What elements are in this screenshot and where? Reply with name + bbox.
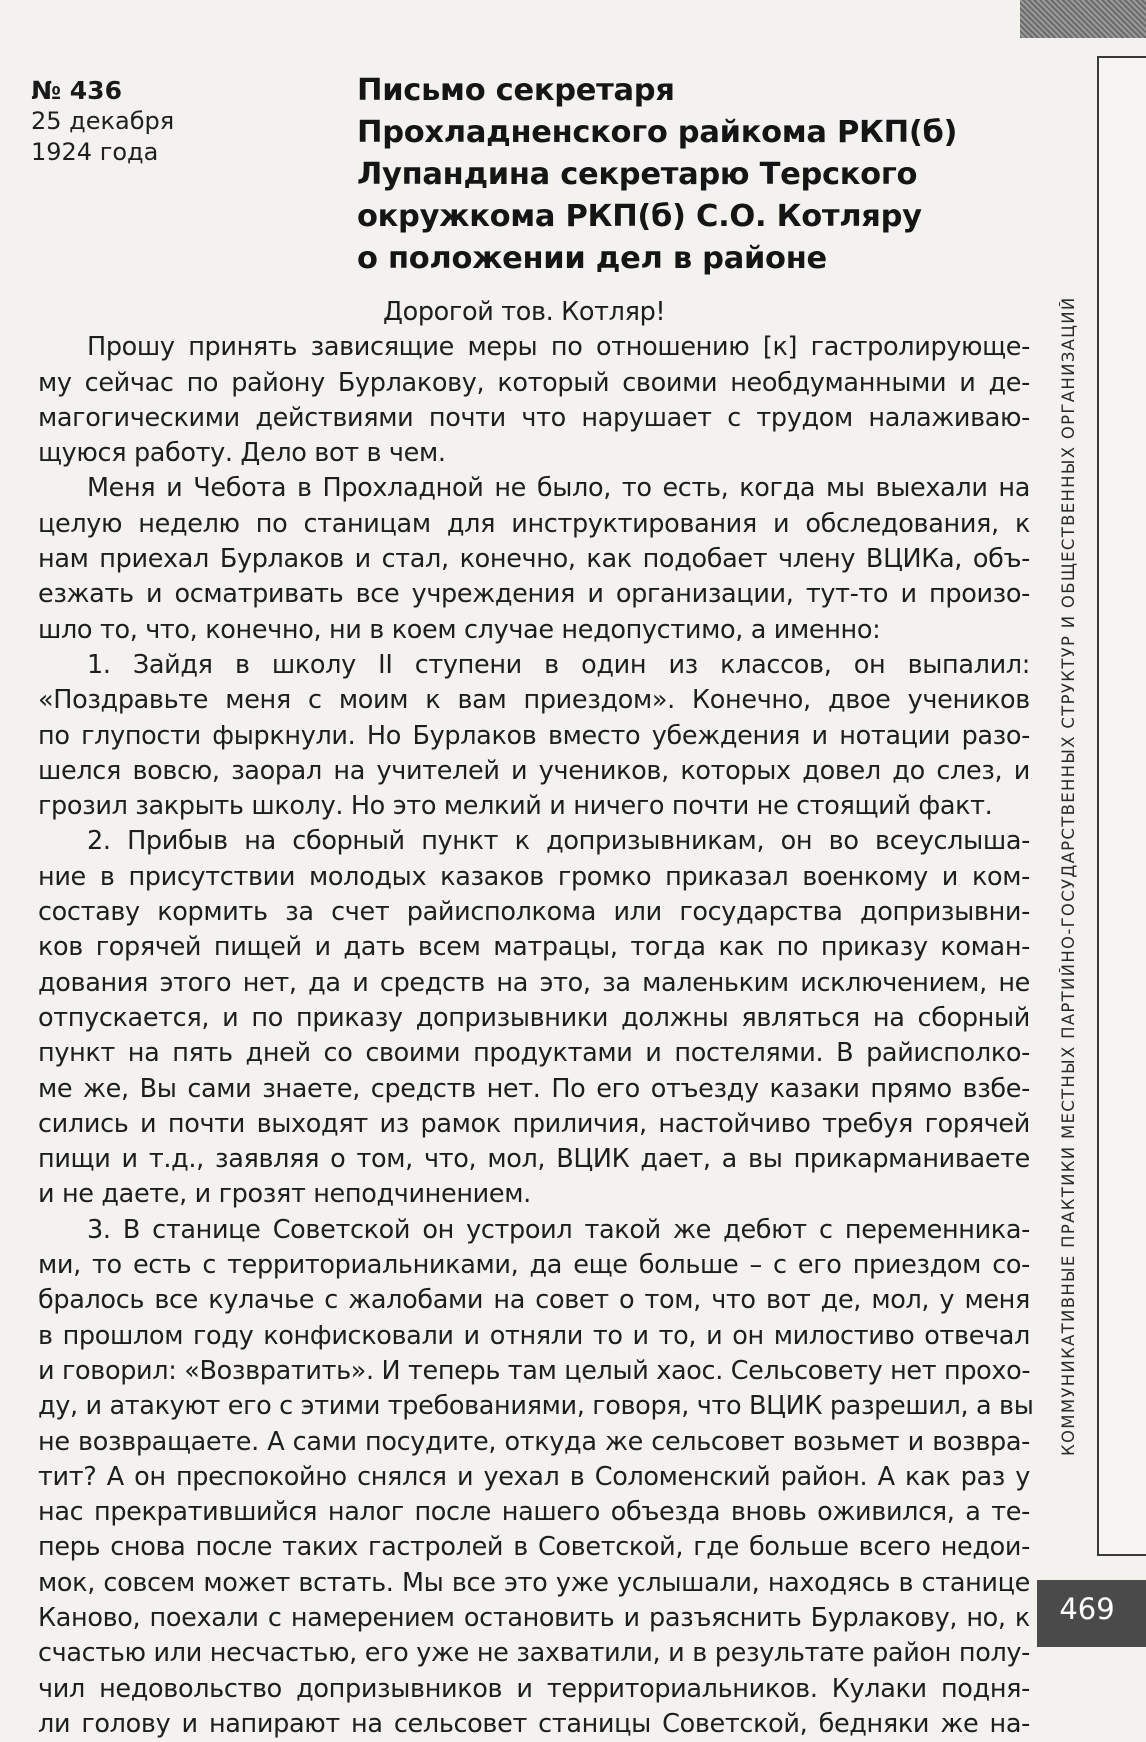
- text-line: ду, и атакуют его с этими требованиями, говоря, что ВЦИК разрешил, а вы: [38, 1391, 1034, 1422]
- text-line: ние в присутствии молодых казаков громко приказал военкому и ком-: [38, 861, 1030, 892]
- text-line: 2. Прибыв на сборный пункт к допризывникам, он во всеуслыша-: [87, 826, 1030, 857]
- salutation: Дорогой тов. Котляр!: [383, 297, 666, 327]
- text-line: нас прекратившийся налог после нашего объезда вновь оживился, а те-: [38, 1497, 1030, 1528]
- letter-body: [38, 295, 1034, 1742]
- text-line: ми, то есть с территориальниками, да еще больше – с его приездом со-: [38, 1250, 1030, 1281]
- document-date-year: 1924 года: [31, 138, 159, 166]
- text-line: счастью или несчастью, его уже не захватили, и в результате район полу-: [38, 1638, 1030, 1669]
- text-line: пищи и т.д., заявляя о том, что, мол, ВЦИК дает, а вы прикарманиваете: [38, 1144, 1030, 1175]
- title-line: Прохладненского райкома РКП(б): [357, 115, 958, 150]
- text-line: езжать и осматривать все учреждения и организации, тут-то и произо-: [38, 579, 1030, 610]
- text-line: не возвращаете. А сами посудите, откуда же сельсовет возьмет и возвра-: [38, 1426, 1030, 1457]
- text-line: 1. Зайдя в школу II ступени в один из классов, он выпалил:: [87, 649, 1030, 680]
- text-line: нам приехал Бурлаков и стал, конечно, как подобает члену ВЦИКа, объ-: [38, 544, 1030, 575]
- text-line: отпускается, и по приказу допризывники должны являться на сборный: [38, 1002, 1030, 1033]
- page-number-box: [1037, 1580, 1146, 1647]
- title-line: Письмо секретаря: [357, 73, 675, 108]
- text-line: шелся вовсю, заорал на учителей и учеников, которых довел до слез, и: [38, 755, 1030, 786]
- text-line: Меня и Чебота в Прохладной не было, то есть, когда мы выехали на: [87, 473, 1030, 504]
- section-title: КОММУНИКАТИВНЫЕ ПРАКТИКИ МЕСТНЫХ ПАРТИЙНО-ГОСУДАРСТВЕННЫХ СТРУКТУР И ОБЩЕСТВЕННЫХ ОРГАНИЗАЦИЙ: [1059, 296, 1078, 1456]
- text-line: бралось все кулачье с жалобами на совет о том, что вот де, мол, у меня: [38, 1285, 1030, 1316]
- text-line: пункт на пять дней со своими продуктами и постелями. В райисполко-: [38, 1038, 1030, 1069]
- text-line: перь снова после таких гастролей в Советской, где больше всего недои-: [38, 1532, 1030, 1563]
- title-line: окружкома РКП(б) С.О. Котляру: [357, 199, 922, 234]
- text-line: «Поздравьте меня с моим к вам приездом». Конечно, двое учеников: [38, 685, 1030, 716]
- document-title: [357, 70, 1017, 280]
- text-line: щуюся работу. Дело вот в чем.: [38, 438, 446, 469]
- title-line: Лупандина секретарю Терского: [357, 157, 918, 192]
- text-line: по глупости фыркнули. Но Бурлаков вместо убеждения и нотации разо-: [38, 720, 1030, 751]
- text-line: сились и почти выходят из рамок приличия, настойчиво требуя горячей: [38, 1108, 1030, 1139]
- corner-tab-decoration: [1020, 0, 1146, 38]
- text-line: мок, совсем может встать. Мы все это уже услышали, находясь в станице: [38, 1567, 1030, 1598]
- title-line: о положении дел в районе: [357, 241, 827, 276]
- text-line: и не даете, и грозят неподчинением.: [38, 1179, 531, 1210]
- text-line: магогическими действиями почти что нарушает с трудом налаживаю-: [38, 402, 1030, 433]
- page-number: 469: [1059, 1592, 1115, 1626]
- text-line: составу кормить за счет райисполкома или государства допризывни-: [38, 897, 1030, 928]
- text-line: тит? А он преспокойно снялся и уехал в Соломенский район. А как раз у: [38, 1461, 1030, 1492]
- text-line: Прошу принять зависящие меры по отношению [к] гастролирующе-: [87, 332, 1030, 363]
- side-margin-box: [1097, 56, 1146, 1556]
- text-line: в прошлом году конфисковали и отняли то и то, и он милостиво отвечал: [38, 1320, 1030, 1351]
- section-running-head: [1040, 56, 1096, 1456]
- text-line: ме же, Вы сами знаете, средств нет. По его отъезду казаки прямо взбе-: [38, 1073, 1030, 1104]
- text-line: чил недовольство допризывников и территориальников. Кулаки подня-: [38, 1673, 1030, 1704]
- text-line: ли голову и напирают на сельсовет станицы Советской, бедняки же на-: [38, 1708, 1030, 1739]
- document-meta: [31, 76, 311, 168]
- text-line: шло то, что, конечно, ни в коем случае недопустимо, а именно:: [38, 614, 881, 645]
- text-line: му сейчас по району Бурлакову, который своими необдуманными и де-: [38, 367, 1030, 398]
- document-date-day: 25 декабря: [31, 107, 175, 135]
- text-line: ков горячей пищей и дать всем матрацы, тогда как по приказу коман-: [38, 932, 1030, 963]
- text-line: грозил закрыть школу. Но это мелкий и ничего почти не стоящий факт.: [38, 791, 993, 822]
- text-line: целую неделю по станицам для инструктирования и обследования, к: [38, 508, 1030, 539]
- document-number: № 436: [31, 76, 122, 105]
- text-line: 3. В станице Советской он устроил такой же дебют с переменника-: [87, 1214, 1030, 1245]
- text-line: Каново, поехали с намерением остановить и разъяснить Бурлакову, но, к: [38, 1602, 1030, 1633]
- text-line: дования этого нет, да и средств на это, за маленьким исключением, не: [38, 967, 1030, 998]
- text-line: и говорил: «Возвратить». И теперь там целый хаос. Сельсовету нет прохо-: [38, 1355, 1031, 1386]
